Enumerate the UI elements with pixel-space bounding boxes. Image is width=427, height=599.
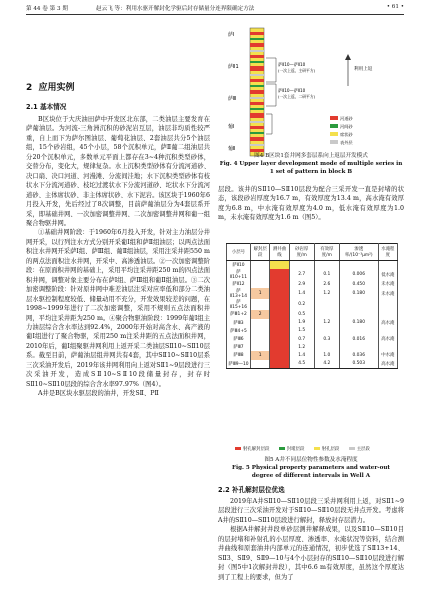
table-cell: 0.016 xyxy=(339,335,378,343)
table-cell xyxy=(270,335,289,343)
table-cell xyxy=(250,360,269,369)
table-body xyxy=(227,261,398,369)
legend-item: 河道砂 xyxy=(340,116,353,121)
table-cell: 2 xyxy=(250,310,269,318)
table-cell xyxy=(250,335,269,343)
subsection-1-heading: 2.1 基本情况 xyxy=(26,103,67,111)
table-cell: 0.450 xyxy=(339,280,378,288)
table-cell: 1.2 xyxy=(314,319,339,327)
table-cell: 1.2 xyxy=(314,288,339,299)
col-header: 渗透率/(10⁻³μm²) xyxy=(339,244,378,261)
table-cell: 1.5 xyxy=(289,327,314,335)
table-cell xyxy=(314,261,339,270)
col-header: 小层号 xyxy=(227,244,251,261)
label-pu1: 葡Ⅰ xyxy=(228,124,235,130)
table-cell xyxy=(270,299,289,310)
paragraph: 层段。该井的SⅡ10—SⅡ10层段为配合三采开发一直是封堵的状态，该段砂岩厚度为16.7 m，有效厚度为13.4 m，高水淹有效厚度为6.8 m，中水淹有效厚度为4.0 m，低水淹有效厚度为1.0 m，未水淹有效厚度为1.6 m（图5）。 xyxy=(218,186,404,222)
table-cell xyxy=(270,269,289,280)
legend-item: 席状砂 xyxy=(340,132,353,137)
section-heading xyxy=(26,80,75,93)
figure-4 xyxy=(220,24,404,168)
reuse-arrow xyxy=(345,54,351,86)
table-cell xyxy=(250,269,269,280)
table-cell: 萨Ⅱ10+11 xyxy=(227,269,251,280)
fig4-caption-cn: 图4 B区块1套井网多套层系向上返层开发模式 xyxy=(254,153,368,159)
col-header: 有效厚度/m xyxy=(314,244,339,261)
table-cell xyxy=(314,343,339,351)
col-header: 砂岩厚度/m xyxy=(289,244,314,261)
table-cell xyxy=(314,299,339,310)
table-cell xyxy=(270,351,289,359)
layer-label-3: 萨Ⅱ10—萨Ⅱ10 xyxy=(278,88,306,93)
table-cell: 高水淹 xyxy=(378,319,397,327)
table-cell xyxy=(289,261,314,270)
left-column xyxy=(26,115,210,399)
strat-column xyxy=(250,28,264,156)
layer-label-4: (一次上返，二研平方) xyxy=(278,94,316,99)
table-row xyxy=(227,343,398,351)
table-cell xyxy=(270,343,289,351)
figure-5-table xyxy=(226,243,398,369)
section-number: 2 xyxy=(26,83,33,93)
issue-label: 第 44 卷 第 3 期 xyxy=(26,6,68,12)
section-title: 应用实例 xyxy=(38,83,75,93)
table-cell xyxy=(250,299,269,310)
legend-item: 射孔层段 xyxy=(314,446,340,452)
table-cell: 高水淹 xyxy=(378,335,397,343)
fig5-caption-en-2: degree of different intervals in Well A xyxy=(251,473,371,479)
table-cell xyxy=(270,360,289,369)
table-cell: 萨Ⅲ4+5 xyxy=(227,327,251,335)
table-row xyxy=(227,269,398,280)
table-cell xyxy=(378,310,397,318)
table-cell xyxy=(378,299,397,310)
running-header xyxy=(26,4,404,14)
table-row xyxy=(227,288,398,299)
table-cell: 1.4 xyxy=(289,288,314,299)
table-cell: 萨Ⅲ3 xyxy=(227,319,251,327)
table-row xyxy=(227,360,398,369)
table-row xyxy=(227,299,398,310)
table-cell xyxy=(250,319,269,327)
table-row xyxy=(227,261,398,270)
fig5-caption xyxy=(218,456,404,480)
label-sa3: 萨Ⅲ xyxy=(228,96,237,102)
table-cell xyxy=(270,310,289,318)
table-cell xyxy=(270,280,289,288)
table-cell: 未水淹 xyxy=(378,280,397,288)
fig5-legend xyxy=(235,446,395,452)
table-cell xyxy=(314,310,339,318)
table-cell: 1.9 xyxy=(289,319,314,327)
table-cell xyxy=(250,343,269,351)
fig4-caption-en-1: Fig. 4 Upper layer development mode of multiple series in xyxy=(219,161,403,167)
table-cell xyxy=(378,261,397,270)
table-row xyxy=(227,310,398,318)
col-header: 水淹程度 xyxy=(378,244,397,261)
table-cell: 2.7 xyxy=(289,269,314,280)
header-rule xyxy=(26,14,404,15)
right-column-top xyxy=(218,185,404,223)
legend-item: 射孔解封层段 xyxy=(235,446,269,452)
table-cell: 4.2 xyxy=(314,360,339,369)
table-cell xyxy=(250,327,269,335)
table-cell: 萨Ⅲ1+2 xyxy=(227,310,251,318)
fig4-legend xyxy=(330,115,353,146)
label-pu2: 葡Ⅱ xyxy=(228,146,236,152)
label-sa1: 萨Ⅰ xyxy=(228,32,235,38)
fig5-caption-en-1: Fig. 5 Physical property parameters and water-out xyxy=(232,465,390,471)
paragraph: 根据A井解封井段单砂层测井解释成果，以及SⅡ10—SⅡ10目的层封堵和补射孔的小层厚度、渗透率、水淹状况等资料，结合测井曲线和原套油井内部单元的连通情况，初步优选了SⅡ13+14、SⅡ3、SⅡ9、SⅡ9—10与4个小层封存的SⅡ10—SⅡ10层段进行解封（图5中1次解封井段），其中6.6 m有效厚度，虽然这个厚度达到了工程上的要求，但为了 xyxy=(218,526,404,581)
subsection-2-heading: 2.2 补孔解封层位优选 xyxy=(218,486,285,494)
col-header: 解封层段 xyxy=(250,244,269,261)
paragraph: 2019年A井SⅡ10—SⅡ10层段三采井网利用上返，对SⅡ1~9层段进行三次采油开发对于SⅡ10—SⅡ10层段无井点开发。考虑将A井的SⅡ10—SⅡ10层段进行解封，释放封存层潜力。 xyxy=(218,498,404,524)
table-cell: 0.7 xyxy=(289,335,314,343)
table-cell xyxy=(270,288,289,299)
legend-item: 主层段 xyxy=(349,446,370,452)
table-cell: 萨Ⅱ15+16 xyxy=(227,299,251,310)
col-header: 测井曲线 xyxy=(270,244,289,261)
table-cell: 0.503 xyxy=(339,360,378,369)
page-number: • 61 • xyxy=(386,4,404,10)
table-row xyxy=(227,327,398,335)
table-cell xyxy=(339,343,378,351)
legend-item: 封堵层段 xyxy=(279,446,305,452)
table-row xyxy=(227,351,398,359)
layer-label-2: (一次上返，主研平方) xyxy=(278,68,316,73)
table-cell: 0.3 xyxy=(314,335,339,343)
table-cell: 1 xyxy=(250,288,269,299)
table-cell: 中水淹 xyxy=(378,351,397,359)
table-row xyxy=(227,280,398,288)
table-cell: 0.036 xyxy=(339,351,378,359)
paragraph: A井是B区块水驱层段的油井，开发SⅡ、PⅡ xyxy=(38,390,159,398)
table-row xyxy=(227,319,398,327)
reuse-label: 利用上返 xyxy=(354,67,373,72)
table-cell: 未水淹 xyxy=(378,288,397,299)
table-cell: 低水淹 xyxy=(378,269,397,280)
table-cell: 1.4 xyxy=(289,351,314,359)
table-cell: 2.9 xyxy=(289,280,314,288)
table-cell xyxy=(339,261,378,270)
right-column-bottom xyxy=(218,497,404,582)
table-cell: 0.180 xyxy=(339,288,378,299)
paragraph: ①基础井网阶段：于1960年6月投入开发，针对主力油层分井网开采，以行列注水方式分别开采葡Ⅰ组和萨Ⅱ组油层；以两点法面积注水井网开采萨Ⅰ组、萨Ⅲ组、葡Ⅱ组油层，采用注采井距550 m的两点法面积注水井网，开采中、高渗透油层。②一次加密调整阶段：在原面积井网的基础上，采用平均注采井距250 m的四点法面积井网，调整对象主要分布在萨Ⅰ组、萨Ⅲ组和葡Ⅱ组油层。③二次加密调整阶段：针对原井网中难差油层注采对应率低和部分二类油层水驱控制程度较低、储量动用不充分，开发效果较差的问题，在1998~1999年进行了二次加密调整，采用不规则五点法面积井网，平均注采井距为250 m。④聚合物驱油阶段：1999年葡Ⅰ组主力油层综合含水率达到92.4%，2000年开始对高含水、高产液的葡Ⅰ组进行了聚合物驱，采用250 m注采井距的五点法面积井网，2010年后，葡Ⅰ组聚驱井网利用上返开采二类油层SⅡ10~SⅡ10层系。截至目前，萨葡油层组井网共有4套，其中SⅡ10~SⅡ10层系三次采油开发后，2019年该井网利用向上返对SⅡ1~9层段进行三次采油开发，造成SⅡ10~SⅡ10段储量封存，封存时SⅡ10~SⅡ10层段的综合含水率97.97%（图4）。 xyxy=(26,229,210,388)
table-cell: 1.0 xyxy=(314,351,339,359)
table-cell xyxy=(270,327,289,335)
table-cell xyxy=(270,261,289,270)
table-cell: 萨Ⅲ8 xyxy=(227,351,251,359)
table-cell: 萨Ⅲ7 xyxy=(227,343,251,351)
table-cell xyxy=(270,319,289,327)
fig4-caption-en-2: 1 set of pattern in block B xyxy=(269,169,353,175)
layer-label-1: 萨Ⅱ10—萨Ⅱ10 xyxy=(278,62,306,67)
table-cell: 0.2 xyxy=(289,299,314,310)
table-cell: 萨Ⅲ6 xyxy=(227,335,251,343)
running-title: 赵云飞 等：利用水驱开解封化学驱后封存储量分连界限确定方法 xyxy=(96,6,255,12)
fig4-caption xyxy=(218,152,404,176)
table-cell xyxy=(339,299,378,310)
table-cell: 萨Ⅱ12 xyxy=(227,280,251,288)
table-cell: 2.6 xyxy=(314,280,339,288)
table-cell: 0.006 xyxy=(339,269,378,280)
table-cell xyxy=(314,327,339,335)
table-cell: 萨Ⅱ10 xyxy=(227,261,251,270)
table-cell: 1 xyxy=(250,351,269,359)
table-cell xyxy=(250,280,269,288)
table-cell xyxy=(378,327,397,335)
table-cell: 0.180 xyxy=(339,319,378,327)
table-cell: 0.5 xyxy=(289,310,314,318)
table-cell: 萨Ⅲ9—10 xyxy=(227,360,251,369)
table-row xyxy=(227,335,398,343)
paragraph: B区块位于大庆油田萨中开发区北东部，二类油层主要发育在萨葡油层。为河流-三角洲沉积的砂泥岩互层，油层非均质性较严重，自上而下为萨尔图油层、葡萄花油层、2套油层共分5个油层组，15个砂岩组，45个小层，58个沉积单元，萨Ⅱ葡二组油层共分20个沉积单元，多数单元平面上都存在3~4种沉积类型砂体，交替分布，变化大，规律复杂。水上沉积类型砂体有分流河道砂、决口扇、决口河道、河漫滩、分流间洼地；水下沉积类型砂体有枝状水下分流河道砂、枝坨过渡状水下分流河道砂、坨状水下分流河道砂、主体席状砂、非主体席状砂、水下泥岩。该区块于1960年6月投入开发，先后经过了8次调整，目前萨葡油层分为4套层系开采，即基础井网、一次加密调整井网、二次加密调整井网和葡一组聚合物驱井网。 xyxy=(26,116,210,227)
legend-item: 河间砂 xyxy=(340,124,353,129)
brackets xyxy=(266,58,276,134)
label-sa2: 萨Ⅱ1 xyxy=(228,64,239,70)
table-cell: 0.1 xyxy=(314,269,339,280)
fig5-caption-cn: 图5 A井不同层位物性参数及水淹程度 xyxy=(264,457,358,463)
table-cell xyxy=(339,327,378,335)
table-cell xyxy=(250,261,269,270)
table-cell: 萨Ⅱ13+14 xyxy=(227,288,251,299)
table-cell: 高水淹 xyxy=(378,360,397,369)
table-cell: 4.5 xyxy=(289,360,314,369)
table-cell: 1.2 xyxy=(289,343,314,351)
table-cell xyxy=(339,310,378,318)
table-cell xyxy=(378,343,397,351)
legend-item: 表外层 xyxy=(340,140,353,145)
